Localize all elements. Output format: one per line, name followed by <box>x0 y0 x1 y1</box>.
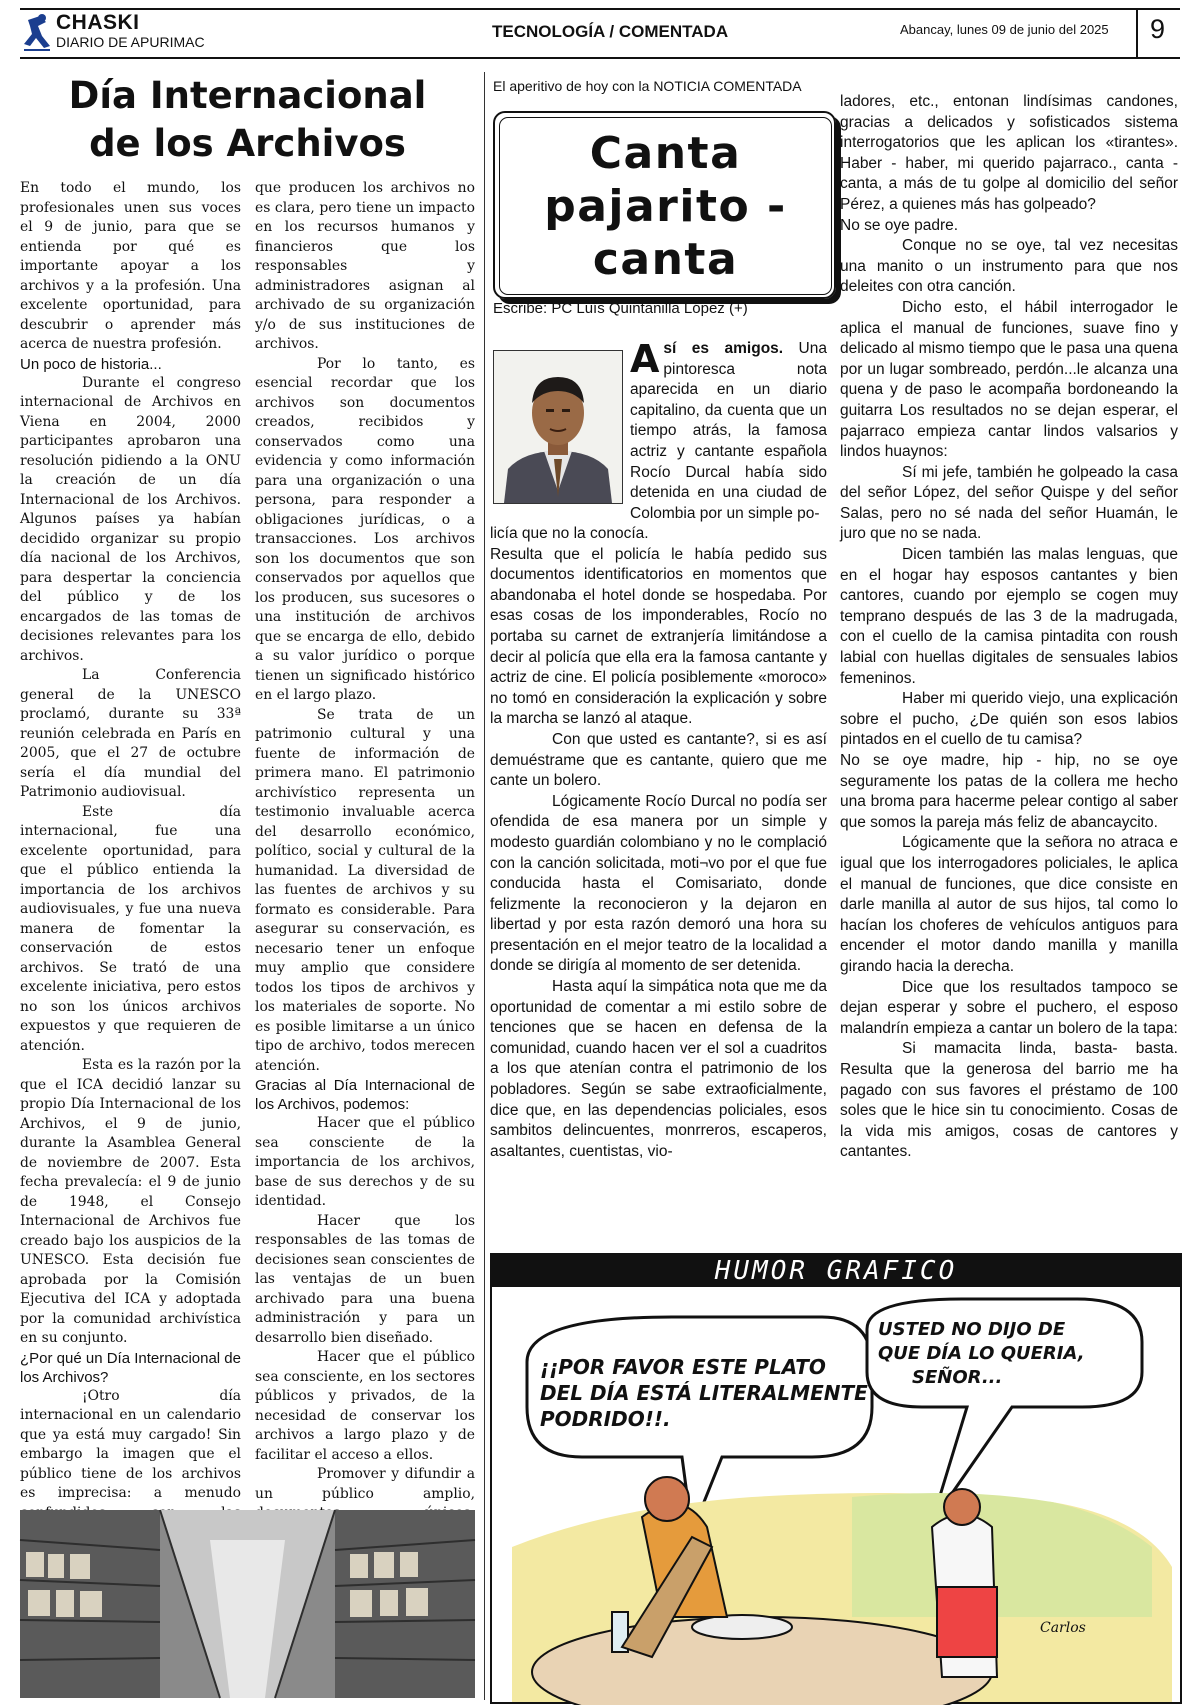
bubble-right-line-2: QUE DÍA LO QUERIA, <box>878 1343 1085 1364</box>
drop-cap: A <box>630 337 660 381</box>
cartoon-title: HUMOR GRAFICO <box>492 1255 1180 1287</box>
paragraph: No se oye padre. <box>840 216 959 234</box>
headline-line-2: pajarito - <box>544 180 787 232</box>
bubble-left-line-1: ¡¡POR FAVOR ESTE PLATO <box>540 1355 826 1379</box>
lead-text: Una pintoresca nota aparecida en un diario capitalino, da cuenta que un tiempo atrás, la famosa actriz y cantante española Rocío Durcal había sido detenida en una ciudad de Colombia por un simple po- <box>630 340 827 522</box>
bubble-left-line-2: DEL DÍA ESTÁ LITERALMENTE <box>540 1381 868 1405</box>
paragraph: Hasta aquí la simpática nota que me da oportunidad de comentar a mi estilo sobre de tenciones que se hacen en defensa de la comunidad, cuando hacen ver el sol a cuadritos a los que atenían contra el patrimonio de los pobladores. Según se sabe extraoficialmente, dice que, en las dependencias policiales, esos sambitos delincuentes, monrreros, escaperos, asaltantes, cuentistas, vio- <box>490 978 827 1160</box>
bubble-right-line-1: USTED NO DIJO DE <box>878 1319 1066 1340</box>
subheading: ¿Por qué un Día Internacional de los Archivos? <box>20 1349 241 1386</box>
newspaper-name: CHASKI <box>56 11 140 34</box>
paragraph: Este día internacional, fue una excelente oportunidad, para que el público entienda la importancia de los archivos audiovisuales, y fue una nueva manera de fomentar la conservación de estos archivos. Se trató de una excelente iniciativa, pero estos no son los únicos archivos expuestos y que requieren de atención. <box>20 803 241 1054</box>
paragraph: Se trata de un patrimonio cultural y una fuente de información de primera mano. El patrimonio archivístico representa un testimonio invaluable acerca del desarrollo económico, político, social y cultural de la humanidad. La diversidad de las fuentes de archivos y su formato es considerable. Para asegurar su conservación, es necesario tener un enfoque muy amplio que considere todos los tipos de archivos y los materiales de soporte. No es posible limitarse a un único tipo de archivo, todos merecen atención. <box>255 706 475 1074</box>
right-article-column-2 <box>840 92 1178 1232</box>
paragraph: Esta es la razón por la que el ICA decidió lanzar su propio Día Internacional de los Archivos, el 9 de junio, durante la Asamblea General de noviembre de 2007. Esta fecha prevalecía: el 9 de junio de 1948, el Consejo Internacional de Archivos fue creado bajo los auspicios de la UNESCO. Esta decisión fue aprobada por la Comisión Ejecutiva del ICA y adoptada por la comunidad archivística en su conjunto. <box>20 1057 241 1346</box>
headline-line-1: Canta <box>589 127 742 179</box>
paragraph: Lógicamente Rocío Durcal no podía ser ofendida de esa manera por un simple y modesto guardián colombiano y no le complació con la canción solicitada, moti¬vo por el que fue conducida hasta el Comisariato, donde felizmente la reconocieron y la dejaron en libertad y por esta razón demoró una hora su presentación en el mejor teatro de la localidad a donde se dirigía al momento de ser detenida. <box>490 792 827 975</box>
header-rule-top <box>20 8 1180 10</box>
paragraph: Resulta que el policía le había pedido sus documentos identificatorios en momentos que abandonaba el hotel donde se hospedaba. Por esas cosas de los imponderables, Rocío no portaba su carnet de extranjería limitándose a decir al policía que ella era la famosa cantante y actriz de cine. El policía posiblemente «moroco» no tomó en consideración la explicación y sobre la marcha se lanzó al ataque. <box>490 545 827 728</box>
paragraph: Si mamacita linda, basta- basta. Resulta que la generosa del barrio me ha pagado con sus favores el préstamo de 100 soles que le hice sin tu conocimiento. Cosas de la vida mis amigos, cosas de cantores y cantantes. <box>840 1040 1178 1161</box>
archive-shelves-photo <box>20 1510 475 1698</box>
author-portrait <box>493 350 623 504</box>
lead-opening: sí es amigos. <box>663 340 784 357</box>
right-article-column-1 <box>490 524 827 1224</box>
page-number: 9 <box>1150 14 1166 44</box>
paragraph: Con que usted es cantante?, si es así demuéstrame que es cantante, quiero que me cante un bolero. <box>490 730 827 790</box>
headline-line-2: de los Archivos <box>89 122 406 165</box>
author-byline: Escribe: PC Luís Quintanilla López (+) <box>493 300 748 317</box>
right-article-headline <box>499 117 832 295</box>
list-item: Hacer que el público sea consciente, en los sectores públicos y privados, de la necesidad de conservar los archivos a largo plazo y de facilitar el acceso a ellos. <box>255 1349 475 1463</box>
paragraph: No se oye madre, hip - hip, no se oye seguramente los patas de la collera me hecho una broma para hacerme pelear contigo al saber que somos la pareja más feliz de abancaycito. <box>840 752 1178 831</box>
paragraph: Por lo tanto, es esencial recordar que los archivos son documentos creados, recibidos y conservados como una evidencia y como información para una organización o una persona, para responder a obligaciones jurídicas, o a transacciones. Los archivos son los documentos que son conservados por aquellos que los producen, sus sucesores o una institución de archivos que se encarga de ello, debido a su valor jurídico o porque tienen un significado histórico en el largo plazo. <box>255 355 475 703</box>
paragraph: Haber mi querido viejo, una explicación sobre el pucho, ¿De quién son esos labios pintados en el cuello de tu camisa? <box>840 690 1178 749</box>
header-separator <box>1136 8 1138 59</box>
right-article-headline-box <box>493 111 836 299</box>
bubble-left-line-3: PODRIDO!!. <box>540 1407 671 1431</box>
newspaper-subtitle: DIARIO DE APURIMAC <box>56 34 205 50</box>
column-divider <box>484 72 485 1700</box>
paragraph: ¡Otro día internacional en un calendario que ya está muy cargado! Sin embargo la imagen que el público tiene de los archivos es imprecisa: a menudo <box>20 1387 241 1501</box>
subheading: Un poco de historia... <box>20 355 162 373</box>
headline-line-1: Día Internacional <box>68 74 427 117</box>
paragraph: En todo el mundo, los profesionales unen sus voces el 9 de junio, para que se entienda por qué es importante apoyar a los archivos y a la profesión. Una excelente oportunidad, para descubrir o aprender más acerca de nuestra profesión. <box>20 180 241 352</box>
left-article-headline <box>20 72 475 168</box>
cartoonist-signature: Carlos <box>1040 1620 1086 1636</box>
paragraph: La Conferencia general de la UNESCO proclamó, durante su 33ª reunión celebrada en París en 2005, que el 27 de octubre sería el día mundial del Patrimonio audiovisual. <box>20 667 241 800</box>
headline-line-3: canta <box>592 233 739 285</box>
paragraph: Sí mi jefe, también he golpeado la casa del señor López, del señor Quispe y del señor Salas, pero no sé nada del señor Huamán, le juro que no se nada. <box>840 463 1178 543</box>
paragraph: Lógicamente que la señora no atraca e igual que los interrogadores policiales, le aplica el manual de funciones, que dice consiste en darle manilla al autor de sus hijos, tal como lo hacían los choferes de vehículos antiguos para encender el motor dando manilla y manilla girando hacia la derecha. <box>840 834 1178 975</box>
paragraph: que producen los archivos no es clara, pero tiene un impacto en los recursos humanos y financieros que los responsables y administradores asignan al archivado de su organización y/o de sus instituciones de archivos. <box>255 180 475 352</box>
list-item: Promover y difundir a un público amplio, <box>255 1466 475 1502</box>
messenger-runner-icon <box>20 12 54 54</box>
section-title: TECNOLOGÍA / COMENTADA <box>492 22 729 41</box>
section-kicker: El aperitivo de hoy con la NOTICIA COMENTADA <box>493 78 802 94</box>
paragraph: ladores, etc., entonan lindísimas candones, gracias a delicados y sofisticados sistema interrogatorios que les aplican los «tirantes». Haber - haber, mi querido pajarraco., canta - canta, a más de tu golpe al domicilio del señor Pérez, a quienes más has golpeado? <box>840 93 1178 213</box>
header-rule-bottom <box>20 57 1180 59</box>
list-item: Hacer que los responsables de las tomas de decisiones sean conscientes de las ventajas de un buen archivado para una buena administración y para un desarrollo bien diseñado. <box>255 1212 475 1346</box>
paragraph: licía que no la conocía. <box>490 525 649 542</box>
left-article-column-1 <box>20 179 241 1499</box>
list-item: Hacer que el público sea consciente de la importancia de los archivos, base de sus derechos y de su identidad. <box>255 1115 475 1209</box>
subheading: Gracias al Día Internacional de los Archivos, podemos: <box>255 1077 475 1113</box>
issue-date: Abancay, lunes 09 de junio del 2025 <box>900 22 1109 37</box>
paragraph: Dice que los resultados tampoco se dejan esperar y sobre el puchero, el esposo malandrín empieza a cantar un bolero de la tapa: <box>840 978 1178 1037</box>
paragraph: Dicho esto, el hábil interrogador le aplica el manual de funciones, suave fino y delicado al mismo tiempo que le pasa una quena por un lugar sombreado, perdón...le alcanza una quena y de paso le acompaña bordoneando la guitarra Los resultados no se dejan esperar, el pajarraco empieza cantar lindos valsarios y lindos huaynos: <box>840 298 1178 461</box>
left-article-column-2 <box>255 179 475 1502</box>
paragraph: Durante el congreso internacional de Archivos en Viena en 2004, 2000 participantes aprobaron una resolución pidiendo a la ONU la creación de un día Internacional de los Archivos. Algunos países ya habían decidido organizar su propio día nacional de los Archivos, para despertar la conciencia del público y de los encargados de las tomas de decisiones relevantes para los archivos. <box>20 374 241 664</box>
paragraph: Dicen también las malas lenguas, que en el hogar hay esposos cantantes y bien cantores, cuando por ejemplo se cogen muy temprano después de las 3 de la madrugada, con el cuello de la camisa pintadita con roush labial con huellas digitales de sensuales labios femeninos. <box>840 546 1178 687</box>
paragraph: Conque no se oye, tal vez necesitas una manito o un instrumento para que nos deleites con otra canción. <box>840 237 1178 296</box>
humor-cartoon <box>490 1253 1182 1704</box>
bubble-right-line-3: SEÑOR... <box>912 1367 1003 1388</box>
lead-paragraph <box>630 339 827 524</box>
